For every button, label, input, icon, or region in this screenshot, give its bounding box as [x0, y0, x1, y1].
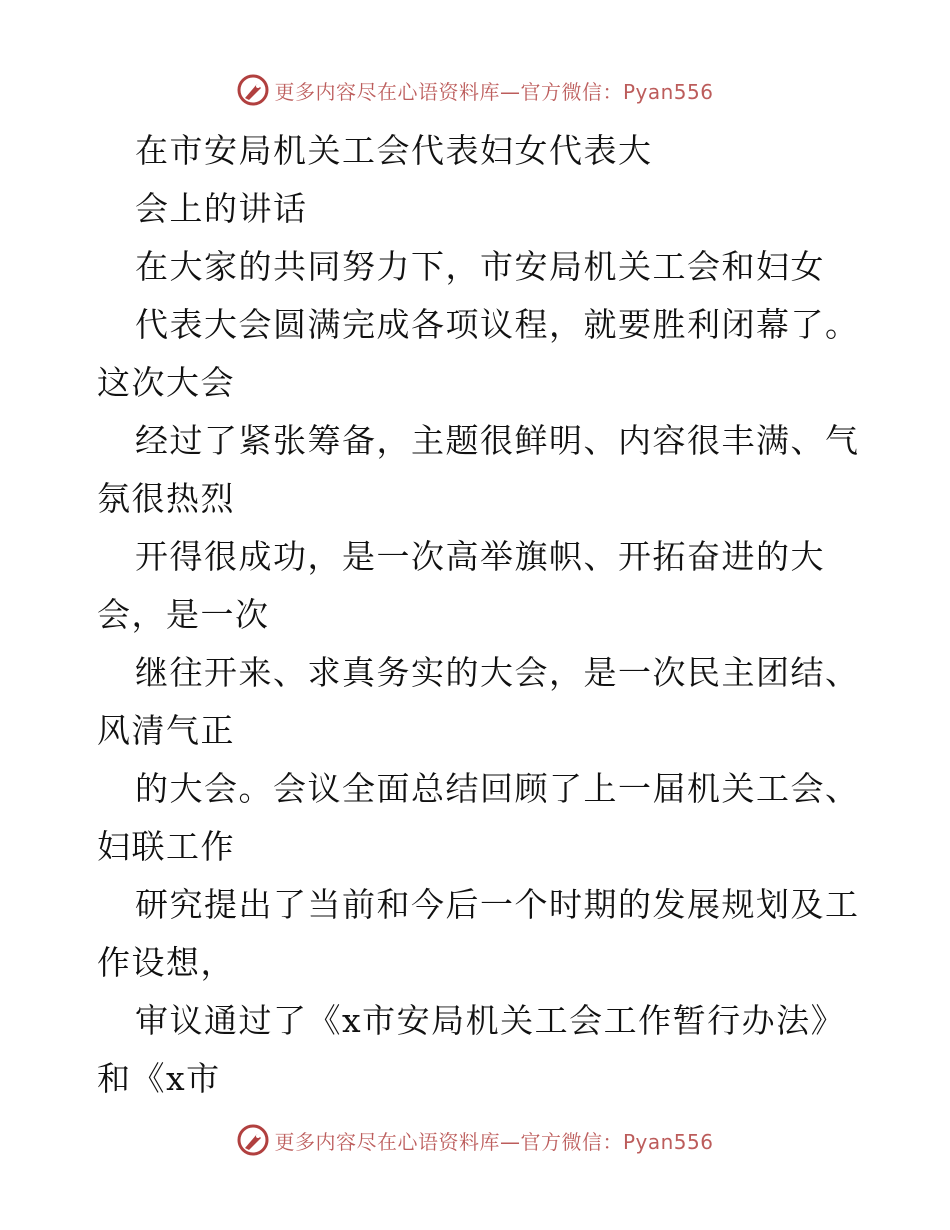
watermark-text: 更多内容尽在心语资料库—官方微信：Pyan556	[274, 1129, 714, 1154]
paragraph-line: 妇联工作	[97, 827, 235, 866]
pen-nib-logo-icon	[236, 73, 270, 107]
paragraph-line: 代表大会圆满完成各项议程，就要胜利闭幕了。	[135, 305, 860, 344]
paragraph-line: 开得很成功，是一次高举旗帜、开拓奋进的大	[135, 537, 825, 576]
title-line-1: 在市安局机关工会代表妇女代表大	[135, 131, 653, 170]
pen-nib-logo-icon	[236, 1123, 270, 1157]
title-line-2: 会上的讲话	[135, 189, 308, 228]
watermark-footer	[0, 1120, 950, 1160]
watermark-header	[0, 70, 950, 110]
paragraph-line: 经过了紧张筹备，主题很鲜明、内容很丰满、气	[135, 421, 860, 460]
paragraph-line: 这次大会	[97, 363, 235, 402]
paragraph-line: 在大家的共同努力下，市安局机关工会和妇女	[135, 247, 825, 286]
watermark-text: 更多内容尽在心语资料库—官方微信：Pyan556	[274, 79, 714, 104]
paragraph-line: 研究提出了当前和今后一个时期的发展规划及工	[135, 885, 860, 924]
paragraph-line: 氛很热烈	[97, 479, 235, 518]
paragraph-line: 风清气正	[97, 711, 235, 750]
paragraph-line: 作设想，	[97, 943, 235, 982]
document-body	[97, 122, 897, 1108]
paragraph-line: 的大会。会议全面总结回顾了上一届机关工会、	[135, 769, 860, 808]
paragraph-line: 审议通过了《x市安局机关工会工作暂行办法》	[135, 1001, 846, 1040]
paragraph-line: 会，是一次	[97, 595, 270, 634]
paragraph-line: 和《x市	[97, 1059, 221, 1098]
paragraph-line: 继往开来、求真务实的大会，是一次民主团结、	[135, 653, 860, 692]
